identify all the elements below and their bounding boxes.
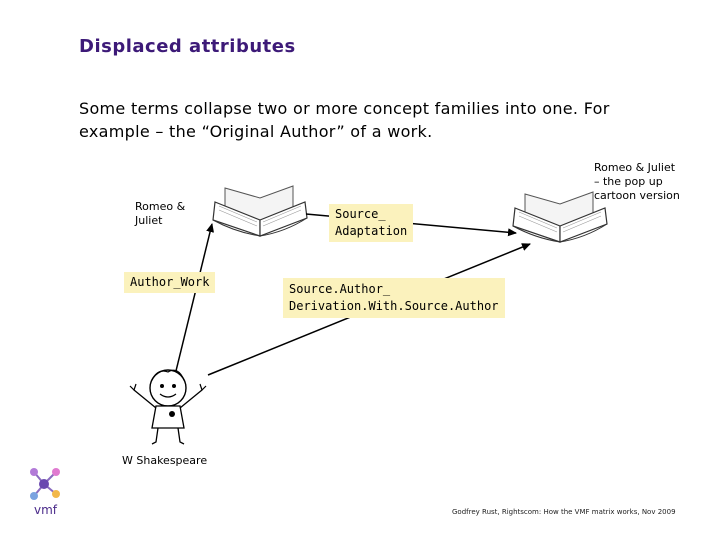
romeo-cartoon-label: Romeo & Juliet – the pop up cartoon version bbox=[594, 161, 680, 202]
vmf-logo-text: vmf bbox=[34, 503, 58, 517]
romeo-juliet-label: Romeo & Juliet bbox=[135, 200, 186, 227]
footer-credit: Godfrey Rust, Rightscom: How the VMF matrix works, Nov 2009 bbox=[452, 508, 676, 516]
book-icon bbox=[213, 186, 307, 236]
source-adaptation-box bbox=[329, 204, 413, 242]
source-adaptation-line2: Adaptation bbox=[335, 224, 408, 238]
vmf-logo-icon bbox=[30, 468, 60, 500]
book-icon bbox=[513, 192, 607, 242]
author-work-box: Author_Work bbox=[124, 272, 215, 293]
derivation-line1: Source.Author_ bbox=[289, 282, 391, 296]
author-work-arrow bbox=[175, 224, 212, 375]
shakespeare-label: W Shakespeare bbox=[122, 454, 208, 467]
derivation-box bbox=[283, 278, 505, 318]
slide-title: Displaced attributes bbox=[79, 36, 296, 57]
person-cartoon-icon bbox=[130, 370, 206, 444]
intro-paragraph: Some terms collapse two or more concept families into one. For example – the “Original Author” of a work. bbox=[79, 99, 610, 141]
source-adaptation-line1: Source_ bbox=[335, 207, 386, 221]
derivation-line2: Derivation.With.Source.Author bbox=[289, 299, 499, 313]
